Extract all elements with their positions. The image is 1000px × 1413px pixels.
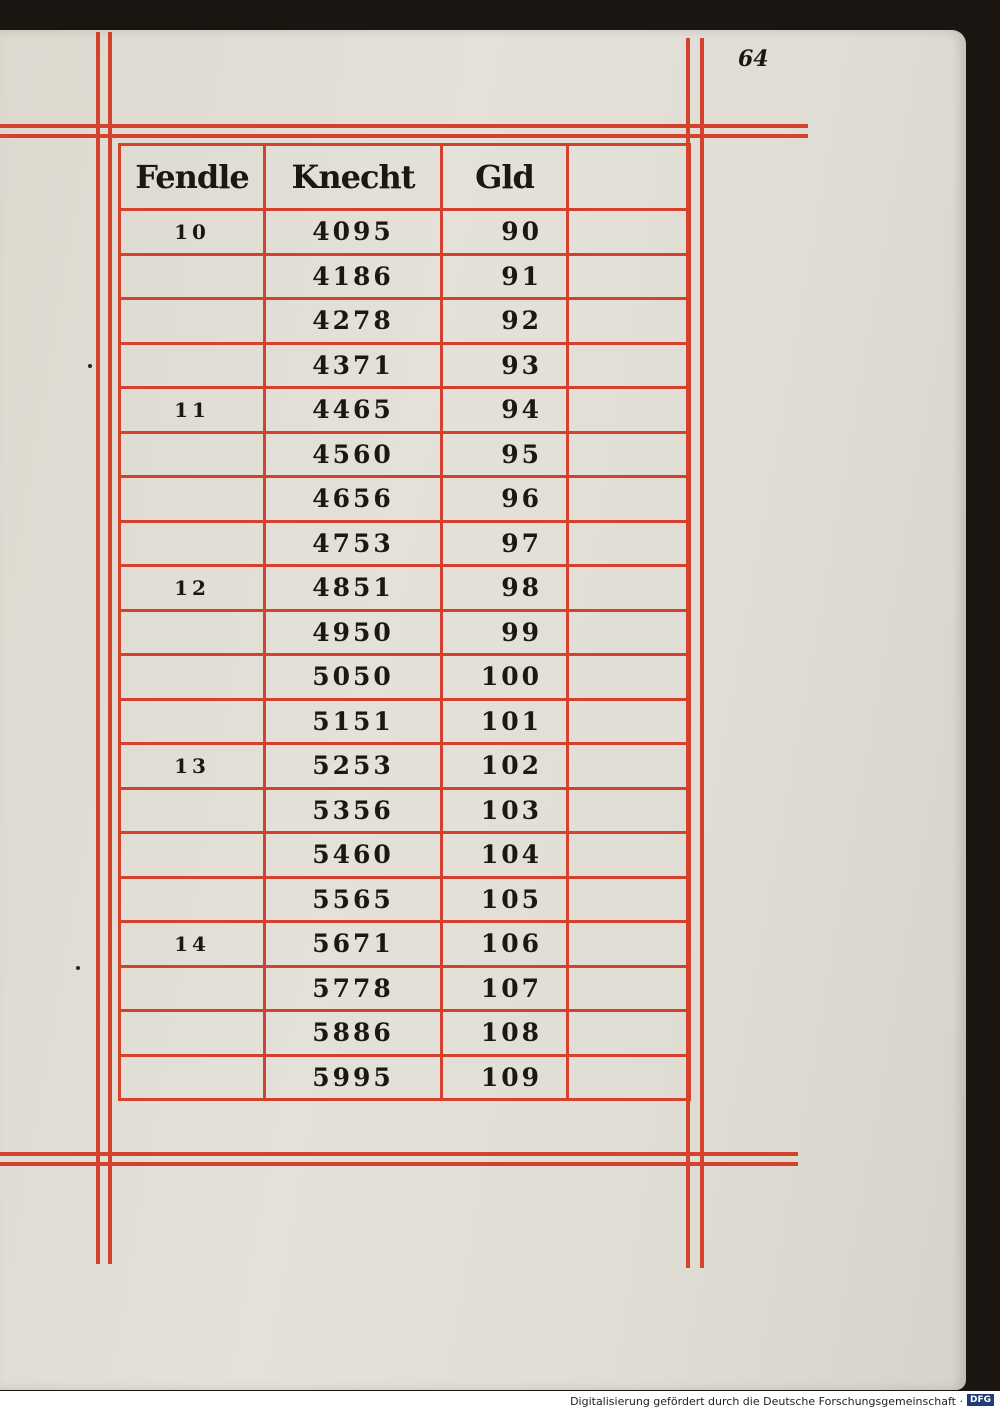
table-cell: 104 xyxy=(442,833,568,878)
table-cell xyxy=(120,877,265,922)
table-cell xyxy=(120,610,265,655)
header-cell xyxy=(568,145,690,210)
table-cell: 4851 xyxy=(265,566,442,611)
right-rule-inner xyxy=(700,38,704,1268)
table-cell xyxy=(120,477,265,522)
table-cell xyxy=(120,254,265,299)
table-cell xyxy=(120,1011,265,1056)
dfg-logo: DFG xyxy=(967,1394,994,1406)
table-cell xyxy=(568,210,690,255)
header-cell: Knecht xyxy=(265,145,442,210)
bottom-rule xyxy=(0,1152,798,1156)
table-row xyxy=(120,299,690,344)
table-cell xyxy=(120,432,265,477)
table-cell xyxy=(120,343,265,388)
table-cell xyxy=(568,610,690,655)
table-cell xyxy=(568,432,690,477)
table-cell xyxy=(120,1055,265,1100)
table-cell: 101 xyxy=(442,699,568,744)
table-cell xyxy=(120,521,265,566)
table-row xyxy=(120,566,690,611)
table-cell: 5050 xyxy=(265,655,442,700)
table-cell xyxy=(120,655,265,700)
table-row xyxy=(120,744,690,789)
table-cell: 13 xyxy=(120,744,265,789)
table-cell xyxy=(568,388,690,433)
table-cell xyxy=(568,254,690,299)
table-cell: 107 xyxy=(442,966,568,1011)
table-cell xyxy=(568,521,690,566)
table-cell: 4950 xyxy=(265,610,442,655)
table-cell xyxy=(568,1055,690,1100)
table-cell: 99 xyxy=(442,610,568,655)
table-cell xyxy=(568,833,690,878)
table-cell: 97 xyxy=(442,521,568,566)
table-cell: 4753 xyxy=(265,521,442,566)
table-row xyxy=(120,254,690,299)
table-cell xyxy=(568,343,690,388)
bottom-rule-inner xyxy=(0,1162,798,1166)
table-cell xyxy=(120,833,265,878)
table-cell: 5886 xyxy=(265,1011,442,1056)
table-cell: 4656 xyxy=(265,477,442,522)
table-cell: 90 xyxy=(442,210,568,255)
table-cell: 14 xyxy=(120,922,265,967)
table-cell: 5565 xyxy=(265,877,442,922)
table-cell: 108 xyxy=(442,1011,568,1056)
table-cell xyxy=(568,922,690,967)
table-cell: 4095 xyxy=(265,210,442,255)
table-row xyxy=(120,833,690,878)
table-cell: 5151 xyxy=(265,699,442,744)
table-row xyxy=(120,966,690,1011)
table-row xyxy=(120,210,690,255)
table-cell xyxy=(568,877,690,922)
table-cell xyxy=(120,699,265,744)
table-cell: 5671 xyxy=(265,922,442,967)
table-cell: 5778 xyxy=(265,966,442,1011)
table-cell: 95 xyxy=(442,432,568,477)
table-row xyxy=(120,388,690,433)
table-cell xyxy=(568,299,690,344)
digitization-footer xyxy=(0,1391,1000,1413)
table-row xyxy=(120,521,690,566)
table-cell: 11 xyxy=(120,388,265,433)
table-cell: 98 xyxy=(442,566,568,611)
table-cell xyxy=(120,788,265,833)
left-rule xyxy=(96,32,100,1264)
table-cell: 10 xyxy=(120,210,265,255)
table-cell: 12 xyxy=(120,566,265,611)
table-row xyxy=(120,788,690,833)
table-cell: 102 xyxy=(442,744,568,789)
table-cell: 94 xyxy=(442,388,568,433)
ink-dot xyxy=(76,966,80,970)
table-cell: 105 xyxy=(442,877,568,922)
table-cell xyxy=(568,477,690,522)
header-row xyxy=(120,145,690,210)
table-cell: 4560 xyxy=(265,432,442,477)
ink-dot xyxy=(88,364,92,368)
table-cell: 109 xyxy=(442,1055,568,1100)
table-cell: 4465 xyxy=(265,388,442,433)
header-cell: Fendle xyxy=(120,145,265,210)
table-cell: 4186 xyxy=(265,254,442,299)
table-cell xyxy=(568,655,690,700)
table-row xyxy=(120,922,690,967)
table-cell: 106 xyxy=(442,922,568,967)
table-cell xyxy=(568,966,690,1011)
page-number: 64 xyxy=(738,46,769,72)
table-row xyxy=(120,699,690,744)
table-row xyxy=(120,655,690,700)
table-row xyxy=(120,432,690,477)
table-cell: 4278 xyxy=(265,299,442,344)
table-cell: 91 xyxy=(442,254,568,299)
table-cell: 100 xyxy=(442,655,568,700)
header-cell: Gld xyxy=(442,145,568,210)
table-cell: 5995 xyxy=(265,1055,442,1100)
table-row xyxy=(120,477,690,522)
table-cell xyxy=(568,566,690,611)
table-cell: 92 xyxy=(442,299,568,344)
table-cell xyxy=(120,299,265,344)
table-row xyxy=(120,877,690,922)
table-cell: 4371 xyxy=(265,343,442,388)
table-row xyxy=(120,610,690,655)
table-cell: 5460 xyxy=(265,833,442,878)
table-cell: 5253 xyxy=(265,744,442,789)
table-row xyxy=(120,1011,690,1056)
footer-text: Digitalisierung gefördert durch die Deutsche Forschungsgemeinschaft · xyxy=(570,1395,963,1408)
table-cell xyxy=(568,699,690,744)
ledger-table xyxy=(118,143,691,1101)
left-rule-inner xyxy=(108,32,112,1264)
table-cell xyxy=(568,744,690,789)
table-cell: 103 xyxy=(442,788,568,833)
table-row xyxy=(120,1055,690,1100)
table-cell: 96 xyxy=(442,477,568,522)
table-cell xyxy=(120,966,265,1011)
table-cell: 93 xyxy=(442,343,568,388)
table-cell xyxy=(568,788,690,833)
table-cell xyxy=(568,1011,690,1056)
table-cell: 5356 xyxy=(265,788,442,833)
table-row xyxy=(120,343,690,388)
